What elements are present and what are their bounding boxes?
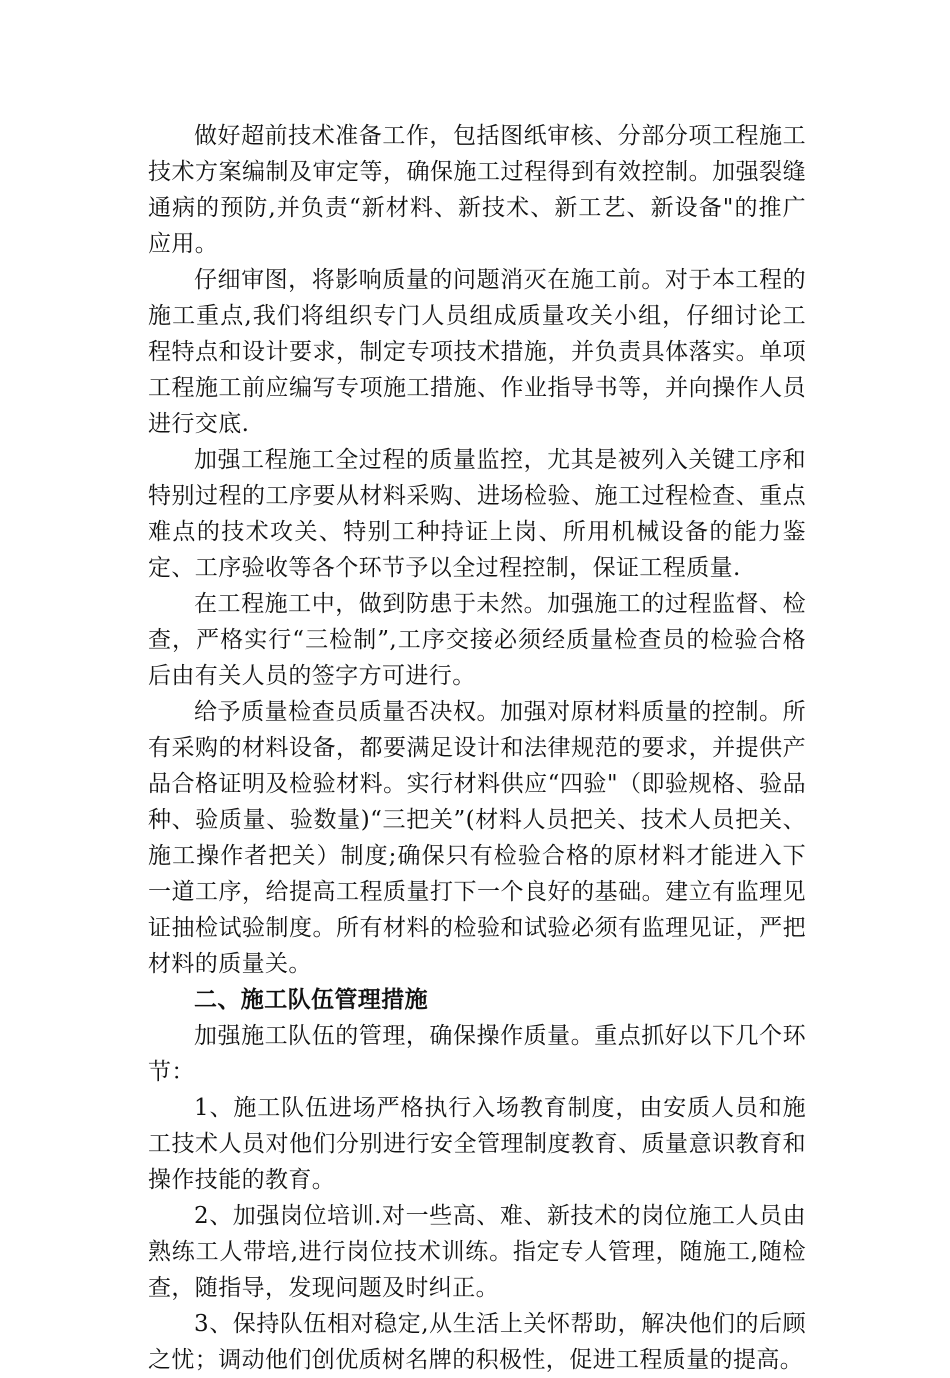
- paragraph-preparation: 做好超前技术准备工作，包括图纸审核、分部分项工程施工技术方案编制及审定等，确保施工过程得到有效控制。加强裂缝通病的预防,并负责“新材料、新技术、新工艺、新设备"的推广应用。: [148, 123, 806, 257]
- section-heading: 二、施工队伍管理措施: [194, 986, 428, 1013]
- paragraph-material-control: 给予质量检查员质量否决权。加强对原材料质量的控制。所有采购的材料设备，都要满足设计和法律规范的要求，并提供产品合格证明及检验材料。实行材料供应“四验"（即验规格、验品种、验质量、验数量)“三把关”(材料人员把关、技术人员把关、施工操作者把关）制度;确保只有检验合格的原材料才能进入下一道工序，给提高工程质量打下一个良好的基础。建立有监理见证抽检试验制度。所有材料的检验和试验必须有监理见证，严把材料的质量关。: [148, 699, 806, 977]
- paragraph-drawing-review: 仔细审图，将影响质量的问题消灭在施工前。对于本工程的施工重点,我们将组织专门人员组成质量攻关小组，仔细讨论工程特点和设计要求，制定专项技术措施，并负责具体落实。单项工程施工前应编写专项施工措施、作业指导书等，并向操作人员进行交底.: [148, 267, 806, 437]
- document-body: [148, 118, 806, 1378]
- paragraph-three-inspections: 在工程施工中，做到防患于未然。加强施工的过程监督、检查，严格实行“三检制”,工序交接必须经质量检查员的检验合格后由有关人员的签字方可进行。: [148, 591, 806, 689]
- paragraph-item-3: 3、保持队伍相对稳定,从生活上关怀帮助，解决他们的后顾之忧；调动他们创优质树名牌的积极性，促进工程质量的提高。: [148, 1311, 806, 1373]
- paragraph-item-1: 1、施工队伍进场严格执行入场教育制度，由安质人员和施工技术人员对他们分别进行安全管理制度教育、质量意识教育和操作技能的教育。: [148, 1095, 806, 1193]
- paragraph-quality-monitoring: 加强工程施工全过程的质量监控，尤其是被列入关键工序和特别过程的工序要从材料采购、进场检验、施工过程检查、重点难点的技术攻关、特别工种持证上岗、所用机械设备的能力鉴定、工序验收等各个环节予以全过程控制，保证工程质量.: [148, 447, 806, 581]
- paragraph-item-2: 2、加强岗位培训.对一些高、难、新技术的岗位施工人员由熟练工人带培,进行岗位技术训练。指定专人管理，随施工,随检查，随指导，发现问题及时纠正。: [148, 1203, 806, 1301]
- paragraph-team-management: 加强施工队伍的管理，确保操作质量。重点抓好以下几个环节：: [148, 1023, 806, 1085]
